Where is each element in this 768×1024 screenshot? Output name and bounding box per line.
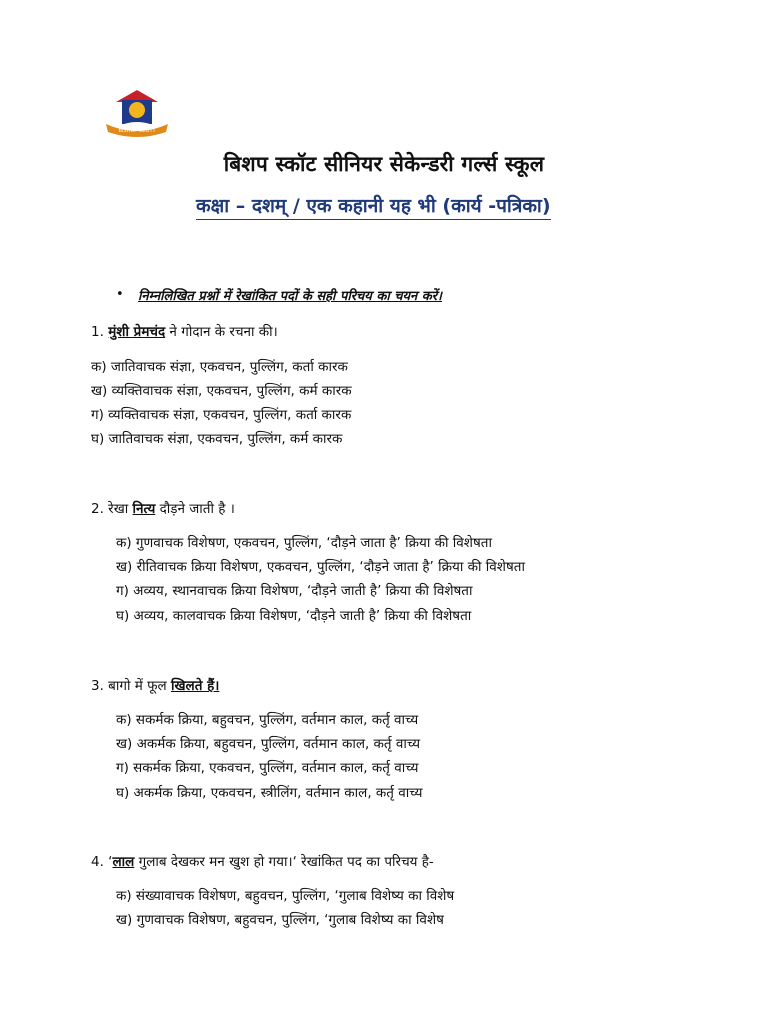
option: ग) सकर्मक क्रिया, एकवचन, पुल्लिंग, वर्तमान काल, कर्तृ वाच्य (116, 760, 419, 776)
school-title: बिशप स्कॉट सीनियर सेकेन्डरी गर्ल्स स्कूल (223, 152, 545, 176)
question-4 (91, 852, 434, 870)
question-text-post: ने गोदान के रचना की। (165, 324, 278, 340)
school-logo (104, 88, 170, 138)
option: ग) व्यक्तिवाचक संज्ञा, एकवचन, पुल्लिंग, कर्ता कारक (91, 407, 352, 423)
bullet-icon: • (116, 287, 124, 302)
school-crest-icon (104, 88, 170, 138)
option: क) संख्यावाचक विशेषण, बहुवचन, पुल्लिंग, ‘गुलाब विशेष्य का विशेष (116, 888, 455, 904)
question-2 (91, 499, 235, 517)
question-text-pre: रेखा (103, 501, 133, 517)
question-text-post: दौड़ने जाती है । (155, 501, 235, 517)
underlined-word: खिलते हैं। (171, 678, 220, 694)
option: ख) अकर्मक क्रिया, बहुवचन, पुल्लिंग, वर्तमान काल, कर्तृ वाच्य (116, 736, 421, 752)
option: ख) व्यक्तिवाचक संज्ञा, एकवचन, पुल्लिंग, कर्म कारक (91, 383, 352, 399)
instruction-text: निम्नलिखित प्रश्नों में रेखांकित पदों के सही परिचय का चयन करें। (138, 289, 442, 304)
question-text-post: गुलाब देखकर मन खुश हो गया।‘ रेखांकित पद का परिचय है- (134, 854, 434, 870)
option: घ) अव्यय, कालवाचक क्रिया विशेषण, ‘दौड़ने जाती है’ क्रिया की विशेषता (116, 608, 472, 624)
question-number: 2. (91, 501, 104, 517)
underlined-word: लाल (112, 854, 135, 870)
option: घ) अकर्मक क्रिया, एकवचन, स्त्रीलिंग, वर्तमान काल, कर्तृ वाच्य (116, 785, 423, 801)
worksheet-subtitle: कक्षा – दशम् / एक कहानी यह भी (कार्य -पत्रिका) (196, 192, 551, 220)
question-number: 4. (91, 854, 104, 870)
option: ख) रीतिवाचक क्रिया विशेषण, एकवचन, पुल्लिंग, ‘दौड़ने जाता है’ क्रिया की विशेषता (116, 559, 525, 575)
question-3 (91, 676, 219, 694)
svg-text:BISHOP SCOTT: BISHOP SCOTT (118, 128, 156, 134)
option: क) गुणवाचक विशेषण, एकवचन, पुल्लिंग, ‘दौड़ने जाता है’ क्रिया की विशेषता (116, 535, 492, 551)
option: ग) अव्यय, स्थानवाचक क्रिया विशेषण, ‘दौड़ने जाती है’ क्रिया की विशेषता (116, 583, 473, 599)
question-1 (91, 322, 278, 340)
underlined-word: नित्य (132, 501, 156, 517)
underlined-word: मुंशी प्रेमचंद (108, 324, 166, 340)
option: क) सकर्मक क्रिया, बहुवचन, पुल्लिंग, वर्तमान काल, कर्तृ वाच्य (116, 712, 419, 728)
question-number: 3. (91, 678, 104, 694)
option: घ) जातिवाचक संज्ञा, एकवचन, पुल्लिंग, कर्म कारक (91, 431, 343, 447)
option: ख) गुणवाचक विशेषण, बहुवचन, पुल्लिंग, ‘गुलाब विशेष्य का विशेष (116, 912, 444, 928)
question-text-pre: बागो में फूल (103, 678, 171, 694)
question-number: 1. (91, 324, 104, 340)
question-text-pre: ‘ (103, 854, 113, 870)
option: क) जातिवाचक संज्ञा, एकवचन, पुल्लिंग, कर्ता कारक (91, 359, 348, 375)
